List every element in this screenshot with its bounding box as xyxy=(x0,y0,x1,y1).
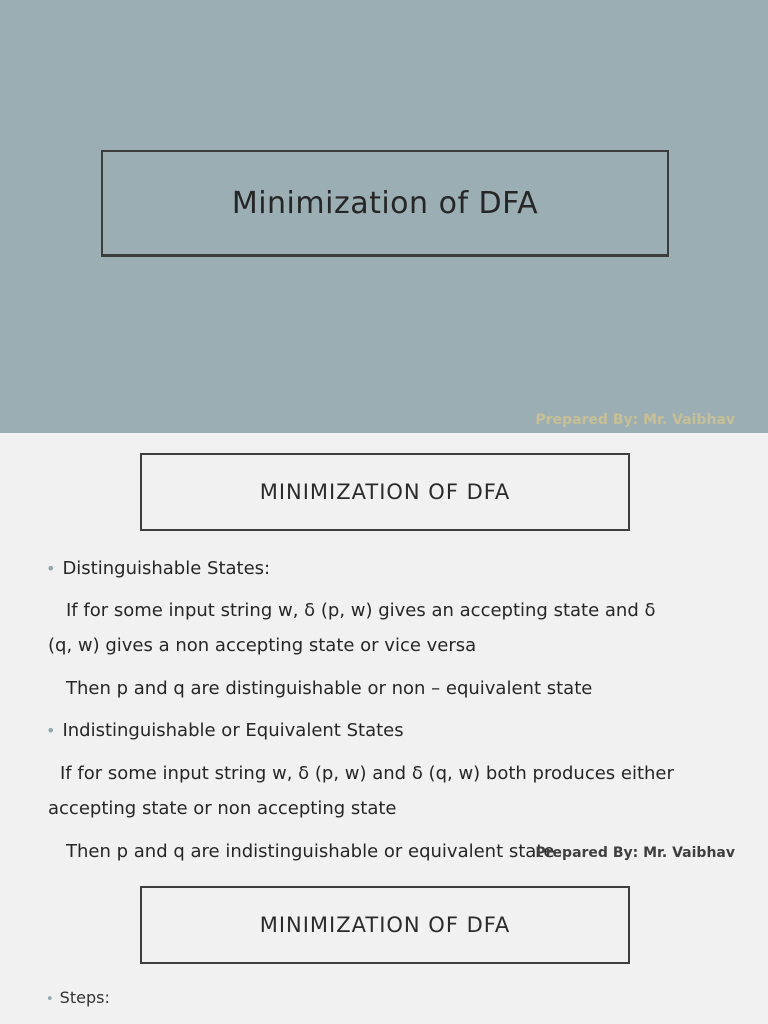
paragraph-line: accepting state or non accepting state xyxy=(48,798,397,819)
paragraph-line: Then p and q are indistinguishable or equivalent state xyxy=(66,841,555,862)
paragraph-line: If for some input string w, δ (p, w) gives an accepting state and δ xyxy=(66,600,656,621)
bullet-text: Distinguishable States: xyxy=(62,558,271,579)
author-credit: Prepared By: Mr. Vaibhav xyxy=(535,412,735,428)
content-slide-distinguishable xyxy=(0,433,768,867)
bullet-dot-icon: • xyxy=(46,721,56,740)
bullet-dot-icon: • xyxy=(46,559,56,578)
bullet-item xyxy=(46,720,404,741)
bullet-item xyxy=(46,558,270,579)
paragraph-line: If for some input string w, δ (p, w) and δ (q, w) both produces either xyxy=(60,763,674,784)
slide-heading: MINIMIZATION OF DFA xyxy=(140,453,630,531)
author-credit: Prepared By: Mr. Vaibhav xyxy=(535,845,735,861)
content-slide-steps xyxy=(0,866,768,1024)
bullet-text: Indistinguishable or Equivalent States xyxy=(62,720,404,741)
bullet-text: Steps: xyxy=(59,988,110,1007)
paragraph-line: Then p and q are distinguishable or non – equivalent state xyxy=(66,678,593,699)
title-slide xyxy=(0,0,768,433)
slide-title: Minimization of DFA xyxy=(101,150,669,257)
bullet-dot-icon: • xyxy=(46,992,54,1007)
bullet-item xyxy=(46,988,110,1007)
paragraph-line: (q, w) gives a non accepting state or vice versa xyxy=(48,635,477,656)
slide-heading: MINIMIZATION OF DFA xyxy=(140,886,630,964)
